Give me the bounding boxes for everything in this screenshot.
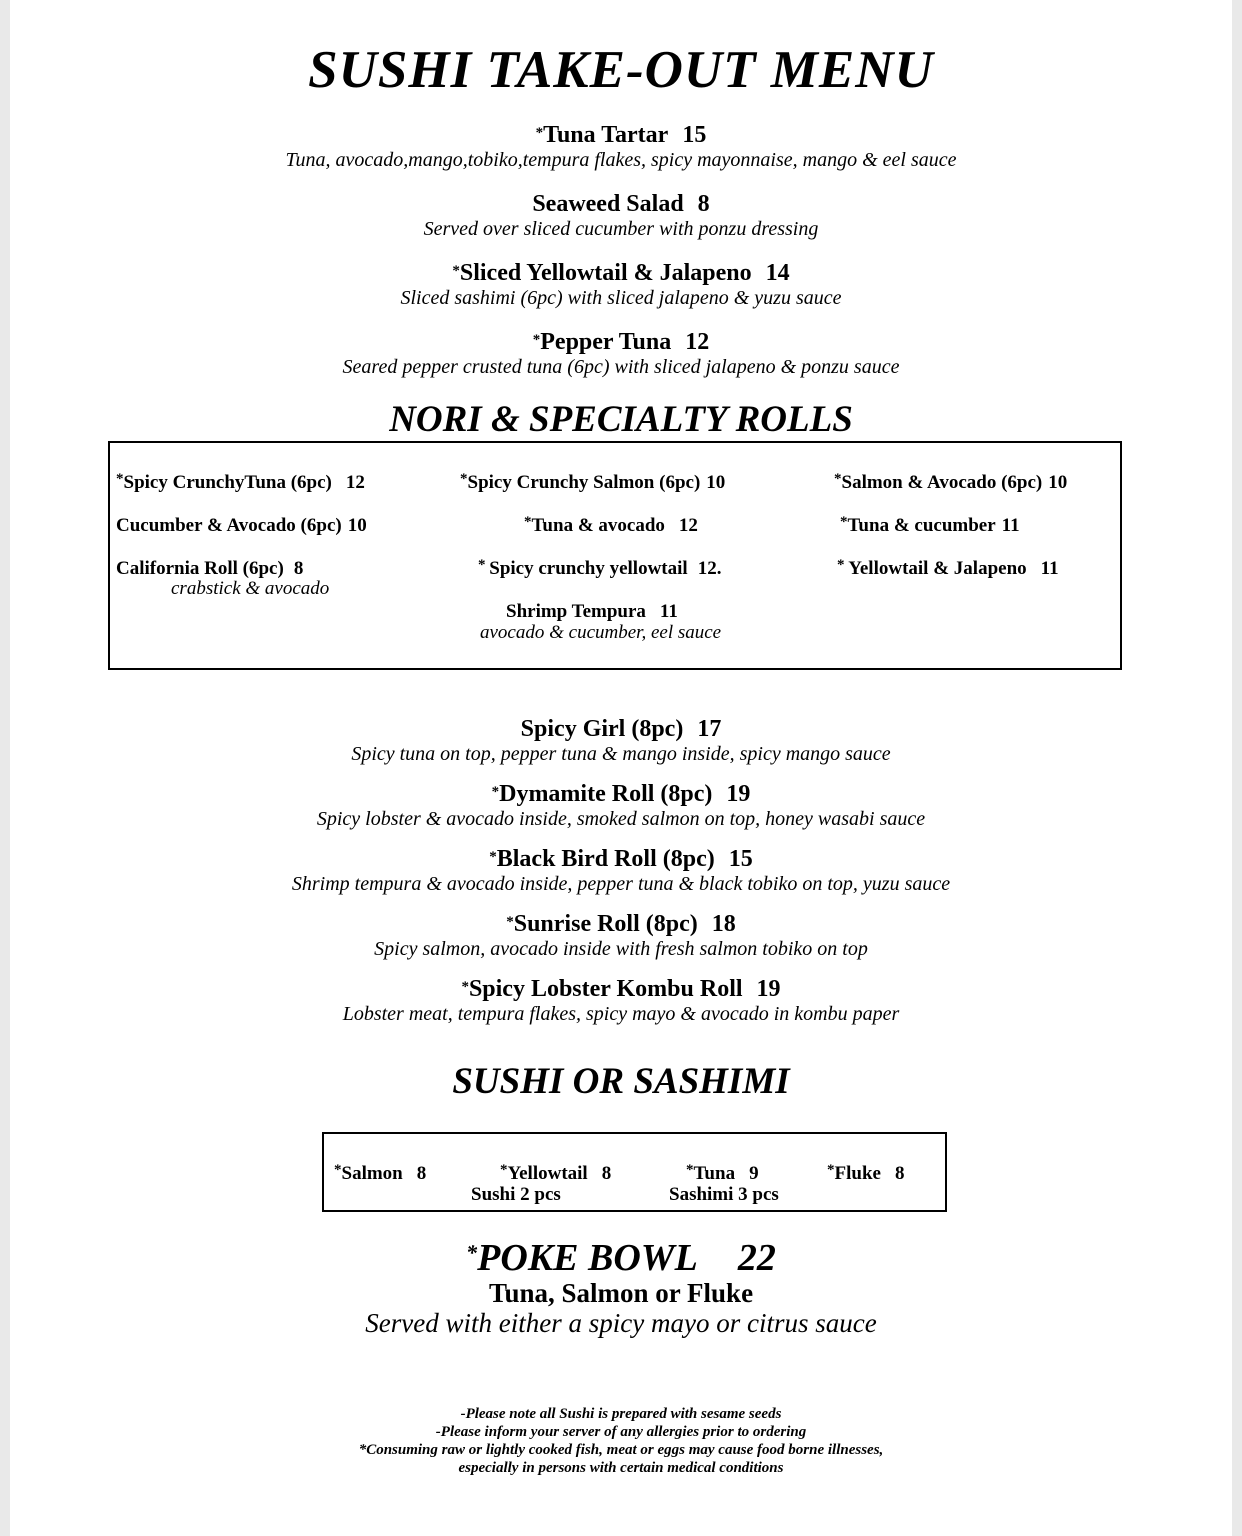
roll-item: Shrimp Tempura 11: [506, 601, 678, 622]
item-price: 15: [682, 122, 707, 148]
sushi-item: *Fluke 8: [827, 1162, 905, 1184]
roll-item: *Spicy Crunchy Salmon (6pc) 10: [460, 471, 726, 493]
roll-description: avocado & cucumber, eel sauce: [480, 622, 722, 643]
item-price: 19: [756, 976, 781, 1002]
specialty-roll-item: *Black Bird Roll (8pc) 15 Shrimp tempura & avocado inside, pepper tuna & black tobiko on top, yuzu sauce: [10, 846, 1232, 896]
sashimi-count-note: Sashimi 3 pcs: [669, 1184, 779, 1205]
roll-description: crabstick & avocado: [171, 578, 330, 599]
sushi-section-title: SUSHI OR SASHIMI: [452, 1061, 790, 1102]
item-name: Sliced Yellowtail & Jalapeno: [459, 260, 752, 286]
item-description: Served over sliced cucumber with ponzu dressing: [423, 218, 819, 240]
roll-item: * Spicy crunchy yellowtail 12.: [478, 557, 722, 579]
item-price: 18: [711, 911, 736, 937]
item-price: 12: [685, 329, 710, 355]
sushi-count-note: Sushi 2 pcs: [471, 1184, 561, 1205]
roll-item: *Salmon & Avocado (6pc) 10: [834, 471, 1068, 493]
item-name: Black Bird Roll (8pc): [496, 846, 715, 872]
note-line: -Please note all Sushi is prepared with sesame seeds: [460, 1406, 782, 1422]
item-name: Spicy Girl (8pc): [520, 716, 684, 742]
sushi-item: *Salmon 8: [334, 1162, 427, 1184]
sushi-item: *Tuna 9: [686, 1162, 759, 1184]
nori-section-title: NORI & SPECIALTY ROLLS: [389, 399, 853, 440]
item-description: Shrimp tempura & avocado inside, pepper tuna & black tobiko on top, yuzu sauce: [291, 873, 951, 895]
menu-page: [10, 0, 1232, 1536]
item-description: Spicy lobster & avocado inside, smoked salmon on top, honey wasabi sauce: [316, 808, 926, 830]
item-name: Pepper Tuna: [540, 329, 672, 355]
appetizer-item: [10, 191, 1232, 241]
item-price: 19: [726, 781, 751, 807]
item-price: 15: [728, 846, 753, 872]
nori-rolls-box: [108, 441, 1122, 670]
item-name: Dymamite Roll (8pc): [499, 781, 713, 807]
item-name: Tuna Tartar: [543, 122, 669, 148]
roll-item: *Tuna & cucumber 11: [840, 514, 1020, 536]
item-description: Sliced sashimi (6pc) with sliced jalapeno & yuzu sauce: [400, 287, 842, 309]
roll-item: * Yellowtail & Jalapeno 11: [837, 557, 1059, 579]
allergy-notes: [10, 1405, 1232, 1477]
item-name: Spicy Lobster Kombu Roll: [468, 976, 743, 1002]
roll-item: *Spicy CrunchyTuna (6pc) 12: [116, 471, 365, 493]
item-description: Spicy tuna on top, pepper tuna & mango inside, spicy mango sauce: [351, 743, 891, 765]
poke-bowl-title: *POKE BOWL 22: [466, 1237, 776, 1279]
note-line: -Please inform your server of any allergies prior to ordering: [435, 1424, 807, 1440]
specialty-roll-item: [10, 716, 1232, 766]
poke-bowl-price: 22: [737, 1237, 776, 1279]
appetizer-item: *Pepper Tuna 12 Seared pepper crusted tuna (6pc) with sliced jalapeno & ponzu sauce: [10, 329, 1232, 379]
item-description: Lobster meat, tempura flakes, spicy mayo & avocado in kombu paper: [342, 1003, 900, 1025]
note-line: especially in persons with certain medical conditions: [458, 1460, 784, 1476]
item-description: Spicy salmon, avocado inside with fresh salmon tobiko on top: [374, 938, 868, 960]
sushi-item: *Yellowtail 8: [500, 1162, 612, 1184]
item-description: Seared pepper crusted tuna (6pc) with sliced jalapeno & ponzu sauce: [342, 356, 900, 378]
roll-item: *Tuna & avocado 12: [524, 514, 698, 536]
specialty-roll-item: *Sunrise Roll (8pc) 18 Spicy salmon, avocado inside with fresh salmon tobiko on top: [10, 911, 1232, 961]
specialty-roll-item: *Spicy Lobster Kombu Roll 19 Lobster meat, tempura flakes, spicy mayo & avocado in kombu paper: [10, 976, 1232, 1026]
item-price: 17: [697, 716, 722, 742]
item-price: 8: [697, 191, 710, 217]
note-line: *Consuming raw or lightly cooked fish, meat or eggs may cause food borne illnesses,: [358, 1442, 884, 1458]
menu-title: SUSHI TAKE-OUT MENU: [308, 41, 934, 99]
item-price: 14: [765, 260, 790, 286]
poke-bowl-subtitle: Tuna, Salmon or Fluke: [488, 1278, 754, 1308]
item-description: Tuna, avocado,mango,tobiko,tempura flakes, spicy mayonnaise, mango & eel sauce: [285, 149, 957, 171]
item-name: Seaweed Salad: [532, 191, 684, 217]
roll-item: California Roll (6pc) 8: [116, 558, 304, 579]
roll-item: Cucumber & Avocado (6pc) 10: [116, 515, 367, 536]
appetizer-item: *Tuna Tartar 15 Tuna, avocado,mango,tobiko,tempura flakes, spicy mayonnaise, mango & eel sauce: [10, 122, 1232, 172]
appetizer-item: *Sliced Yellowtail & Jalapeno 14 Sliced sashimi (6pc) with sliced jalapeno & yuzu sauce: [10, 260, 1232, 310]
item-name: Sunrise Roll (8pc): [513, 911, 698, 937]
specialty-roll-item: *Dymamite Roll (8pc) 19 Spicy lobster & avocado inside, smoked salmon on top, honey wasabi sauce: [10, 781, 1232, 831]
poke-bowl-description: Served with either a spicy mayo or citrus sauce: [365, 1308, 877, 1338]
sushi-box: [322, 1132, 947, 1212]
